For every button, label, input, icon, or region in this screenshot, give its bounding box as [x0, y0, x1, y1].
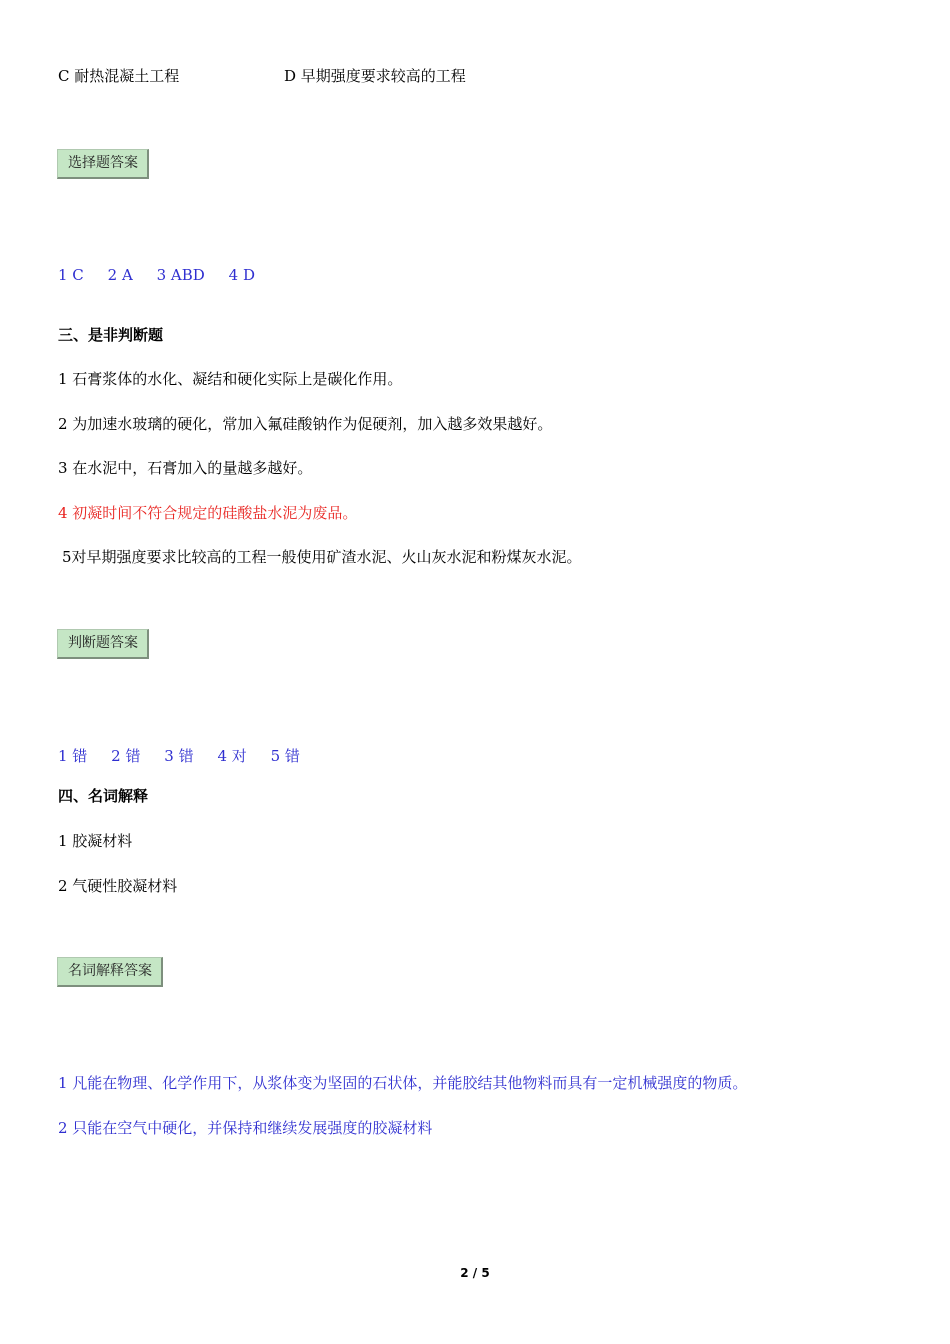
choice-option-d: D 早期强度要求较高的工程	[284, 67, 466, 85]
choice-answers: 1 C 2 A 3 ABD 4 D	[58, 266, 255, 284]
choice-option-c: C 耐热混凝土工程	[58, 67, 180, 85]
judgment-answer-button[interactable]: 判断题答案	[57, 629, 149, 659]
term-item-2: 2 气硬性胶凝材料	[58, 877, 178, 895]
term-answer-1: 1 凡能在物理、化学作用下，从浆体变为坚固的石状体，并能胶结其他物料而具有一定机械强度的物质。	[58, 1074, 748, 1092]
judgment-item-5: 5对早期强度要求比较高的工程一般使用矿渣水泥、火山灰水泥和粉煤灰水泥。	[62, 548, 582, 566]
terms-answer-button[interactable]: 名词解释答案	[57, 957, 163, 987]
judgment-item-4: 4 初凝时间不符合规定的硅酸盐水泥为废品。	[58, 504, 358, 522]
judgment-item-1: 1 石膏浆体的水化、凝结和硬化实际上是碳化作用。	[58, 370, 403, 388]
term-item-1: 1 胶凝材料	[58, 832, 133, 850]
judgment-heading: 三、是非判断题	[58, 326, 164, 344]
terms-heading: 四、名词解释	[58, 787, 149, 805]
judgment-item-2: 2 为加速水玻璃的硬化，常加入氟硅酸钠作为促硬剂，加入越多效果越好。	[58, 415, 553, 433]
page-number: 2 / 5	[460, 1266, 490, 1280]
choice-answer-button[interactable]: 选择题答案	[57, 149, 149, 179]
judgment-item-3: 3 在水泥中，石膏加入的量越多越好。	[58, 459, 313, 477]
term-answer-2: 2 只能在空气中硬化，并保持和继续发展强度的胶凝材料	[58, 1119, 433, 1137]
judgment-answers: 1 错 2 错 3 错 4 对 5 错	[58, 747, 300, 765]
